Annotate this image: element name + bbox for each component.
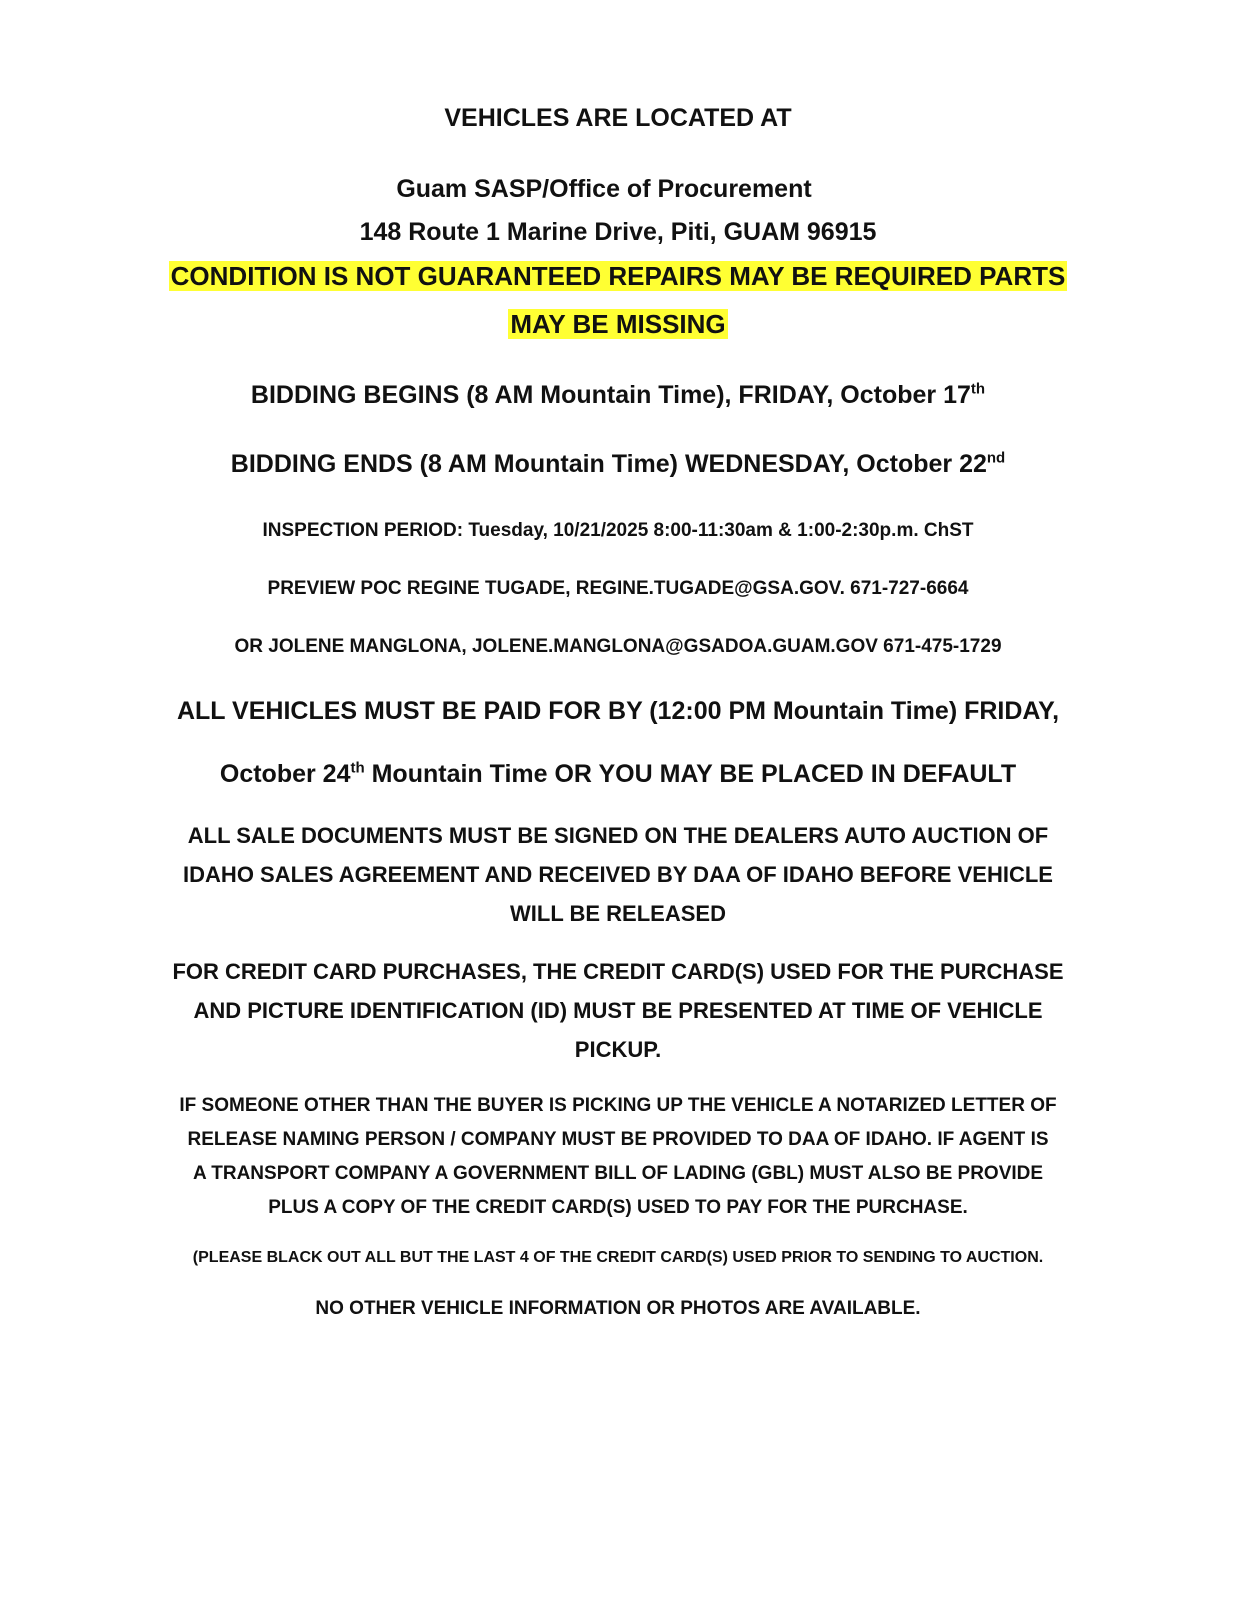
located-heading: VEHICLES ARE LOCATED AT bbox=[444, 104, 792, 132]
bidding-ends-text: BIDDING ENDS (8 AM Mountain Time) WEDNESDAY, October 22 bbox=[230, 450, 987, 478]
bidding-ends bbox=[0, 450, 1236, 479]
third-party-line-1: IF SOMEONE OTHER THAN THE BUYER IS PICKING UP THE VEHICLE A NOTARIZED LETTER OF bbox=[179, 1095, 1057, 1116]
payment-deadline-line-2 bbox=[0, 760, 1236, 789]
third-party-line-3: A TRANSPORT COMPANY A GOVERNMENT BILL OF LADING (GBL) MUST ALSO BE PROVIDE bbox=[192, 1163, 1044, 1184]
condition-highlight-1: CONDITION IS NOT GUARANTEED REPAIRS MAY BE REQUIRED PARTS bbox=[170, 261, 1066, 291]
documents-line-2: IDAHO SALES AGREEMENT AND RECEIVED BY DAA OF IDAHO BEFORE VEHICLE bbox=[183, 862, 1053, 887]
credit-card-line-2: AND PICTURE IDENTIFICATION (ID) MUST BE PRESENTED AT TIME OF VEHICLE bbox=[193, 998, 1043, 1023]
condition-highlight-2: MAY BE MISSING bbox=[510, 309, 726, 339]
payment-date-suffix: th bbox=[350, 759, 365, 777]
payment-default-warning: Mountain Time OR YOU MAY BE PLACED IN DEFAULT bbox=[364, 760, 1017, 788]
documents-line-3: WILL BE RELEASED bbox=[510, 901, 726, 926]
bidding-begins bbox=[0, 381, 1236, 410]
bidding-ends-suffix: nd bbox=[986, 449, 1006, 467]
credit-card-line-1: FOR CREDIT CARD PURCHASES, THE CREDIT CARD(S) USED FOR THE PURCHASE bbox=[172, 959, 1064, 984]
third-party-line-2: RELEASE NAMING PERSON / COMPANY MUST BE PROVIDED TO DAA OF IDAHO. IF AGENT IS bbox=[187, 1129, 1049, 1150]
credit-card-line-3: PICKUP. bbox=[574, 1037, 662, 1062]
bidding-begins-text: BIDDING BEGINS (8 AM Mountain Time), FRIDAY, October 17 bbox=[250, 381, 971, 409]
inspection-period: INSPECTION PERIOD: Tuesday, 10/21/2025 8:00-11:30am & 1:00-2:30p.m. ChST bbox=[262, 520, 974, 541]
black-out-note: (PLEASE BLACK OUT ALL BUT THE LAST 4 OF THE CREDIT CARD(S) USED PRIOR TO SENDING TO AUCTION. bbox=[192, 1249, 1044, 1266]
condition-warning-line-1 bbox=[0, 261, 1236, 292]
address-line-1: Guam SASP/Office of Procurement bbox=[396, 175, 812, 203]
condition-warning-line-2 bbox=[0, 309, 1236, 340]
payment-date: October 24 bbox=[219, 760, 351, 788]
preview-poc-2: OR JOLENE MANGLONA, JOLENE.MANGLONA@GSADOA.GUAM.GOV 671-475-1729 bbox=[234, 636, 1002, 657]
documents-line-1: ALL SALE DOCUMENTS MUST BE SIGNED ON THE DEALERS AUTO AUCTION OF bbox=[187, 823, 1049, 848]
third-party-line-4: PLUS A COPY OF THE CREDIT CARD(S) USED TO PAY FOR THE PURCHASE. bbox=[268, 1197, 968, 1218]
no-other-info: NO OTHER VEHICLE INFORMATION OR PHOTOS ARE AVAILABLE. bbox=[315, 1298, 921, 1319]
bidding-begins-suffix: th bbox=[970, 380, 986, 398]
payment-deadline-line-1: ALL VEHICLES MUST BE PAID FOR BY (12:00 PM Mountain Time) FRIDAY, bbox=[176, 697, 1060, 725]
address-line-2: 148 Route 1 Marine Drive, Piti, GUAM 96915 bbox=[359, 218, 877, 246]
preview-poc-1: PREVIEW POC REGINE TUGADE, REGINE.TUGADE@GSA.GOV. 671-727-6664 bbox=[267, 578, 969, 599]
